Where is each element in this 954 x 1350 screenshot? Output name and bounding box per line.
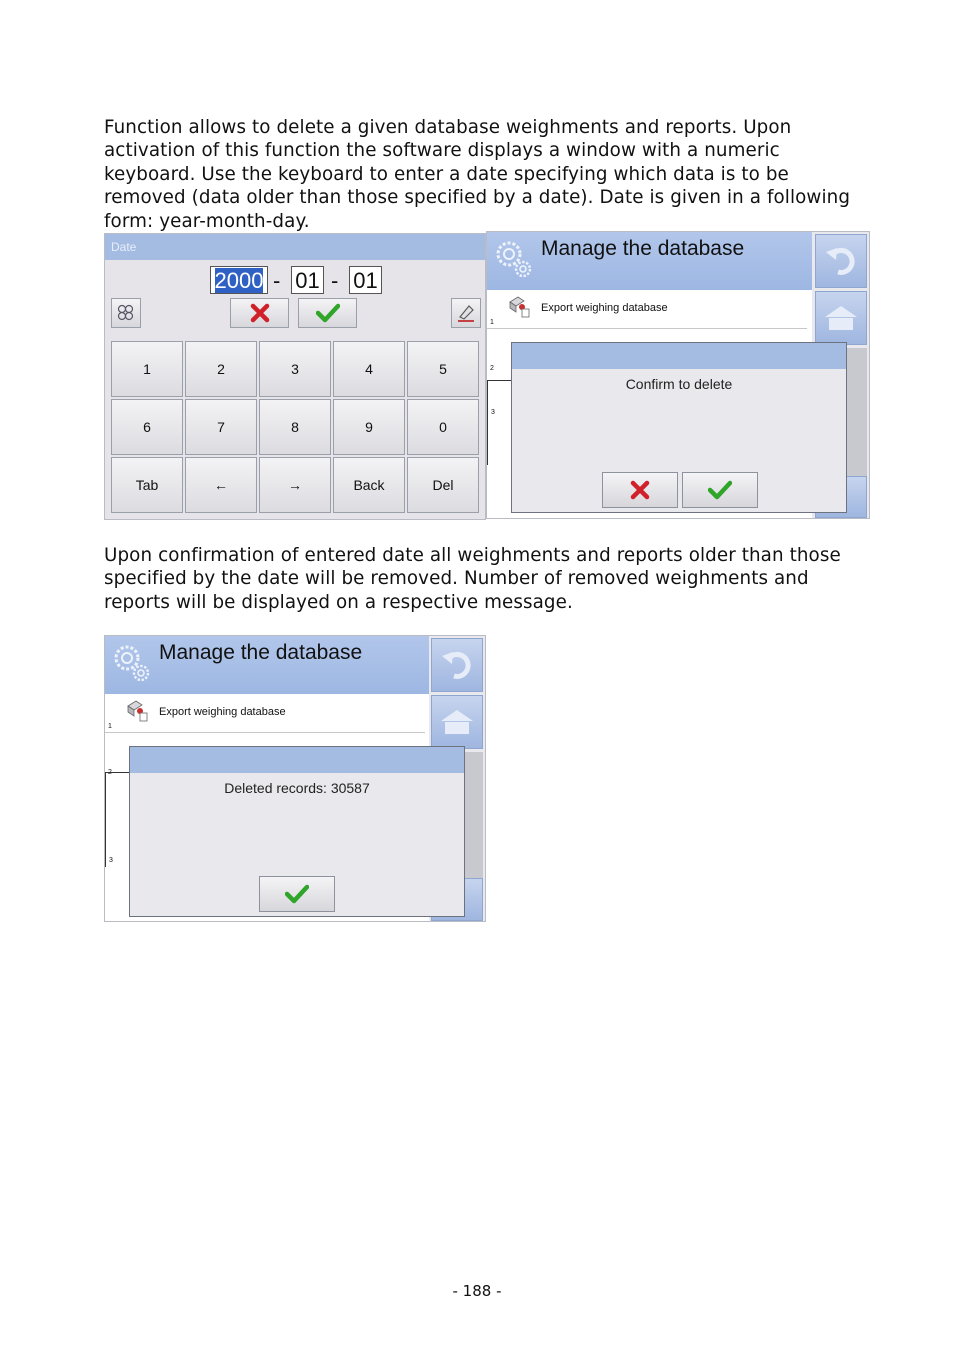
- month-field[interactable]: 01: [291, 266, 324, 294]
- key-left-arrow[interactable]: ←: [185, 457, 257, 513]
- list-item-label: Export weighing database: [159, 706, 286, 718]
- result-paragraph: Upon confirmation of entered date all weighments and reports older than those specified by the date will be removed. Number of removed weighments and reports will be displayed on a respective message.: [104, 545, 841, 613]
- home-icon: [439, 708, 475, 736]
- date-dialog-title: Date: [105, 234, 485, 260]
- key-0[interactable]: 0: [407, 399, 479, 455]
- key-tab[interactable]: Tab: [111, 457, 183, 513]
- screen-header: [487, 232, 812, 290]
- gear-icon: [111, 642, 153, 684]
- key-9[interactable]: 9: [333, 399, 405, 455]
- home-icon: [823, 304, 859, 332]
- checkmark-icon: [316, 303, 340, 323]
- key-right-arrow[interactable]: →: [259, 457, 331, 513]
- undo-arrow-icon: [824, 246, 858, 276]
- key-4[interactable]: 4: [333, 341, 405, 397]
- checkmark-icon: [708, 480, 732, 500]
- day-field[interactable]: 01: [349, 266, 382, 294]
- list-item[interactable]: [105, 772, 131, 867]
- key-7[interactable]: 7: [185, 399, 257, 455]
- back-button[interactable]: [431, 638, 483, 692]
- screen-title: Manage the database: [541, 237, 745, 260]
- deleted-records-dialog: [129, 746, 465, 917]
- undo-arrow-icon: [440, 650, 474, 680]
- manage-database-screen-result: [104, 635, 486, 922]
- clear-field-button[interactable]: [451, 298, 481, 328]
- key-3[interactable]: 3: [259, 341, 331, 397]
- checkmark-icon: [285, 884, 309, 904]
- cancel-x-icon: [250, 303, 270, 323]
- list-item-export[interactable]: [487, 290, 807, 329]
- cancel-button[interactable]: [230, 298, 289, 328]
- year-field[interactable]: 2000: [210, 266, 268, 294]
- ok-button[interactable]: [259, 876, 335, 912]
- deleted-records-message: Deleted records: 30587: [224, 780, 370, 796]
- row-number: 1: [490, 319, 494, 326]
- key-1[interactable]: 1: [111, 341, 183, 397]
- dialog-header: [512, 343, 846, 369]
- ok-button[interactable]: [682, 472, 758, 508]
- gear-icon: [493, 238, 535, 280]
- export-database-icon: [507, 294, 531, 318]
- ok-button[interactable]: [298, 298, 357, 328]
- home-button[interactable]: [815, 291, 867, 345]
- key-2[interactable]: 2: [185, 341, 257, 397]
- list-item-export[interactable]: [105, 694, 425, 733]
- list-item-label: Export weighing database: [541, 302, 668, 314]
- manage-database-screen-confirm: [486, 231, 870, 519]
- row-number: 3: [491, 409, 495, 416]
- key-del[interactable]: Del: [407, 457, 479, 513]
- confirm-delete-dialog: [511, 342, 847, 513]
- confirm-message: Confirm to delete: [625, 376, 733, 392]
- eraser-icon: [455, 302, 477, 324]
- row-number: 2: [490, 365, 494, 372]
- date-separator: -: [331, 268, 339, 293]
- keyboard-toggle-button[interactable]: [111, 298, 141, 328]
- date-keypad-panel: [104, 233, 486, 520]
- dialog-header: [130, 747, 464, 773]
- key-5[interactable]: 5: [407, 341, 479, 397]
- key-8[interactable]: 8: [259, 399, 331, 455]
- keyboard-icon: [115, 303, 137, 323]
- intro-paragraph: Function allows to delete a given database weighments and reports. Upon activation of this function the software displays a window with a numeric keyboard. Use the keyboard to enter a date specifying which data is to be removed (data older than those specified by a date). Date is given in a following form: year-month-day.: [104, 117, 851, 232]
- screen-title: Manage the database: [159, 641, 363, 664]
- row-number: 3: [109, 857, 113, 864]
- page-number: - 188 -: [452, 1282, 502, 1300]
- date-separator: -: [273, 268, 281, 293]
- home-button[interactable]: [431, 695, 483, 749]
- row-number: 2: [108, 769, 112, 776]
- key-back[interactable]: Back: [333, 457, 405, 513]
- key-6[interactable]: 6: [111, 399, 183, 455]
- cancel-x-icon: [630, 480, 650, 500]
- back-button[interactable]: [815, 234, 867, 288]
- row-number: 1: [108, 723, 112, 730]
- screen-header: [105, 636, 429, 694]
- export-database-icon: [125, 698, 149, 722]
- cancel-button[interactable]: [602, 472, 678, 508]
